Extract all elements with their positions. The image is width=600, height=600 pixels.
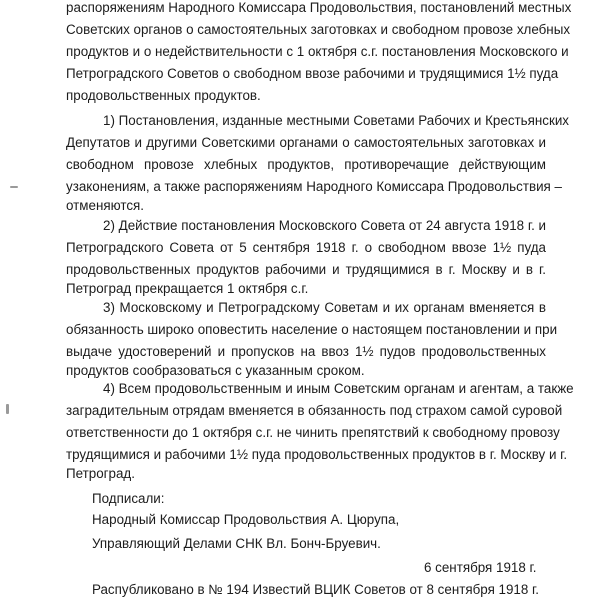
point-4-line-4: трудящимися и рабочими 1½ пуда продовольственных продуктов в г. Москву и г.: [66, 447, 568, 462]
point-2-line-3: продовольственных продуктов рабочими и трудящимися в г. Москву и в г.: [66, 262, 546, 277]
intro-line-5: продовольственных продуктов.: [66, 88, 261, 103]
point-2-line-1: 2) Действие постановления Московского Совета от 24 августа 1918 г. и: [103, 218, 546, 233]
point-3-line-4: продуктов сообразоваться с указанным сроком.: [66, 363, 365, 378]
scan-mark: [6, 404, 9, 414]
intro-line-2: Советских органов о самостоятельных заготовках и свободном провозе хлебных: [66, 22, 571, 37]
point-3-line-3: выдаче удостоверений и пропусков на ввоз 1½ пудов продовольственных: [66, 344, 546, 359]
publication-note: Распубликовано в № 194 Известий ВЦИК Советов от 8 сентября 1918 г.: [92, 582, 540, 597]
intro-line-1: распоряжениям Народного Комиссара Продовольствия, постановлений местных: [66, 0, 572, 15]
point-4-line-5: Петроград.: [66, 466, 135, 481]
point-1-line-1: 1) Постановления, изданные местными Советами Рабочих и Крестьянских: [103, 113, 569, 128]
point-2-line-4: Петроград прекращается 1 октября с.г.: [66, 281, 309, 296]
document-date: 6 сентября 1918 г.: [424, 560, 537, 575]
point-2-line-2: Петроградского Совета от 5 сентября 1918 г. о свободном ввозе 1½ пуда: [66, 240, 546, 255]
intro-line-3: продуктов и о недействительности с 1 октября с.г. постановления Московского и: [66, 44, 569, 59]
point-3-line-2: обязанность широко оповестить население о настоящем постановлении и при: [66, 322, 558, 337]
point-3-line-1: 3) Московскому и Петроградскому Советам и их органам вменяется в: [103, 300, 546, 315]
intro-line-4: Петроградского Советов о свободном ввозе рабочими и трудящимися 1½ пуда: [66, 66, 559, 81]
signed-label: Подписали:: [92, 491, 165, 506]
point-4-line-1: 4) Всем продовольственным и иным Советским органам и агентам, а также: [103, 381, 574, 396]
point-1-line-4: узаконениям, а также распоряжениям Народного Комиссара Продовольствия –: [66, 179, 562, 194]
scan-mark: [10, 186, 18, 188]
point-4-line-3: ответственности до 1 октября с.г. не чинить препятствий к свободному провозу: [66, 425, 560, 440]
signatory-2: Управляющий Делами СНК Вл. Бонч-Бруевич.: [92, 536, 381, 551]
signatory-1: Народный Комиссар Продовольствия А. Цюрупа,: [92, 512, 400, 527]
point-1-line-5: отменяются.: [66, 198, 144, 213]
point-1-line-3: свободном провозе хлебных продуктов, противоречащие действующим: [66, 157, 546, 172]
point-1-line-2: Депутатов и другими Советскими органами о самостоятельных заготовках и: [66, 135, 546, 150]
point-4-line-2: заградительным отрядам вменяется в обязанность под страхом самой суровой: [66, 403, 563, 418]
